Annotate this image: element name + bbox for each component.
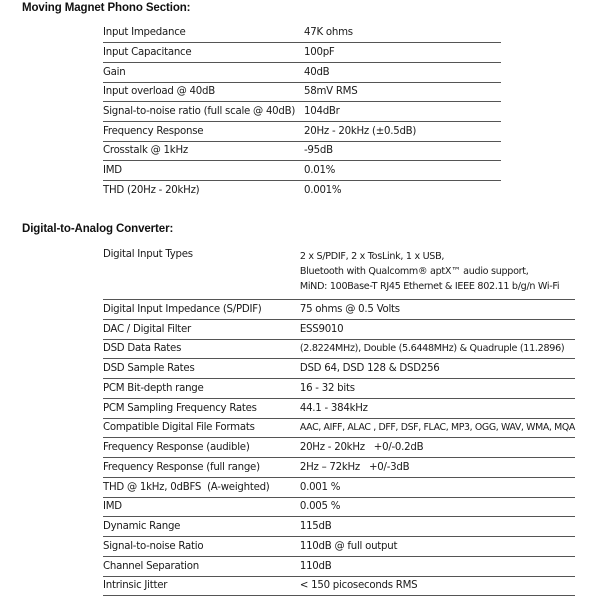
spec-value: 0.005 %	[300, 497, 575, 517]
spec-value: 20Hz - 20kHz (±0.5dB)	[304, 121, 501, 141]
spec-label: Channel Separation	[103, 556, 300, 576]
spec-value: 115dB	[300, 517, 575, 537]
phono-section-title: Moving Magnet Phono Section:	[22, 2, 191, 14]
spec-value: 75 ohms @ 0.5 Volts	[300, 300, 575, 320]
spec-value: 0.01%	[304, 161, 501, 181]
spec-value: 104dBr	[304, 102, 501, 122]
spec-value: < 150 picoseconds RMS	[300, 576, 575, 596]
spec-value: 44.1 - 384kHz	[300, 398, 575, 418]
spec-row-file-formats	[103, 418, 575, 438]
spec-row-channel-separation	[103, 556, 575, 576]
spec-value: 0.001 %	[300, 477, 575, 497]
spec-row-frequency-response-audible	[103, 438, 575, 458]
spec-row-input-overload	[103, 82, 501, 102]
spec-row-thd	[103, 181, 501, 201]
dac-section-title: Digital-to-Analog Converter:	[22, 223, 174, 235]
spec-row-digital-input-impedance	[103, 300, 575, 320]
spec-row-input-impedance	[103, 23, 501, 43]
spec-label: PCM Sampling Frequency Rates	[103, 398, 300, 418]
spec-row-digital-input-types	[103, 245, 575, 300]
spec-row-dynamic-range	[103, 517, 575, 537]
spec-label: Frequency Response	[103, 121, 304, 141]
spec-row-imd	[103, 161, 501, 181]
spec-label: DSD Sample Rates	[103, 359, 300, 379]
phono-spec-table	[103, 23, 501, 200]
spec-label: Digital Input Types	[103, 245, 300, 300]
dac-spec-table	[103, 245, 575, 596]
spec-value: 16 - 32 bits	[300, 379, 575, 399]
spec-row-thd	[103, 477, 575, 497]
spec-value: 40dB	[304, 62, 501, 82]
spec-label: THD (20Hz - 20kHz)	[103, 185, 200, 197]
spec-label: Crosstalk @ 1kHz	[103, 141, 304, 161]
spec-value: 0.001%	[304, 185, 342, 197]
spec-value: 110dB	[300, 556, 575, 576]
spec-label: Signal-to-noise ratio (full scale @ 40dB)	[103, 102, 304, 122]
spec-value: -95dB	[304, 141, 501, 161]
spec-row-dsd-data-rates	[103, 339, 575, 359]
spec-label: PCM Bit-depth range	[103, 379, 300, 399]
spec-label: Signal-to-noise Ratio	[103, 537, 300, 557]
spec-row-frequency-response-full	[103, 458, 575, 478]
spec-row-pcm-sampling-rates	[103, 398, 575, 418]
spec-label: Frequency Response (audible)	[103, 438, 300, 458]
spec-value: 58mV RMS	[304, 82, 501, 102]
spec-value: 20Hz - 20kHz +0/-0.2dB	[300, 438, 575, 458]
spec-value: 100pF	[304, 43, 501, 63]
spec-label: Intrinsic Jitter	[103, 576, 300, 596]
spec-row-imd	[103, 497, 575, 517]
spec-value: DSD 64, DSD 128 & DSD256	[300, 359, 575, 379]
spec-row-signal-to-noise	[103, 537, 575, 557]
spec-value-multiline	[300, 245, 575, 300]
spec-row-dsd-sample-rates	[103, 359, 575, 379]
spec-row-pcm-bit-depth	[103, 379, 575, 399]
spec-value: 47K ohms	[304, 23, 501, 43]
spec-value: ESS9010	[300, 319, 575, 339]
spec-value-line: Bluetooth with Qualcomm® aptX™ audio support,	[299, 266, 529, 277]
spec-value: 2Hz – 72kHz +0/-3dB	[300, 458, 575, 478]
spec-label: Gain	[103, 62, 304, 82]
spec-label: Dynamic Range	[103, 517, 300, 537]
spec-label: DSD Data Rates	[103, 339, 300, 359]
spec-label: THD @ 1kHz, 0dBFS (A-weighted)	[103, 477, 300, 497]
spec-label: Input overload @ 40dB	[103, 82, 304, 102]
spec-label: Input Impedance	[103, 23, 304, 43]
spec-label: IMD	[103, 161, 304, 181]
spec-value: 110dB @ full output	[300, 537, 575, 557]
spec-row-input-capacitance	[103, 43, 501, 63]
spec-label: Compatible Digital File Formats	[103, 418, 300, 438]
spec-value-line: MiND: 100Base-T RJ45 Ethernet & IEEE 802.11 b/g/n Wi-Fi	[299, 281, 560, 292]
spec-label: IMD	[103, 497, 300, 517]
spec-label: Frequency Response (full range)	[103, 458, 300, 478]
spec-row-gain	[103, 62, 501, 82]
spec-label: Digital Input Impedance (S/PDIF)	[103, 300, 300, 320]
spec-value-line: 2 x S/PDIF, 2 x TosLink, 1 x USB,	[299, 251, 445, 262]
spec-label: Input Capacitance	[103, 43, 304, 63]
spec-row-dac-filter	[103, 319, 575, 339]
spec-row-frequency-response	[103, 121, 501, 141]
spec-label: DAC / Digital Filter	[103, 319, 300, 339]
spec-value: (2.8224MHz), Double (5.6448MHz) & Quadruple (11.2896)	[300, 339, 575, 359]
spec-row-signal-to-noise	[103, 102, 501, 122]
spec-row-intrinsic-jitter	[103, 576, 575, 596]
spec-row-crosstalk	[103, 141, 501, 161]
spec-value: AAC, AIFF, ALAC , DFF, DSF, FLAC, MP3, OGG, WAV, WMA, MQA	[300, 418, 575, 438]
